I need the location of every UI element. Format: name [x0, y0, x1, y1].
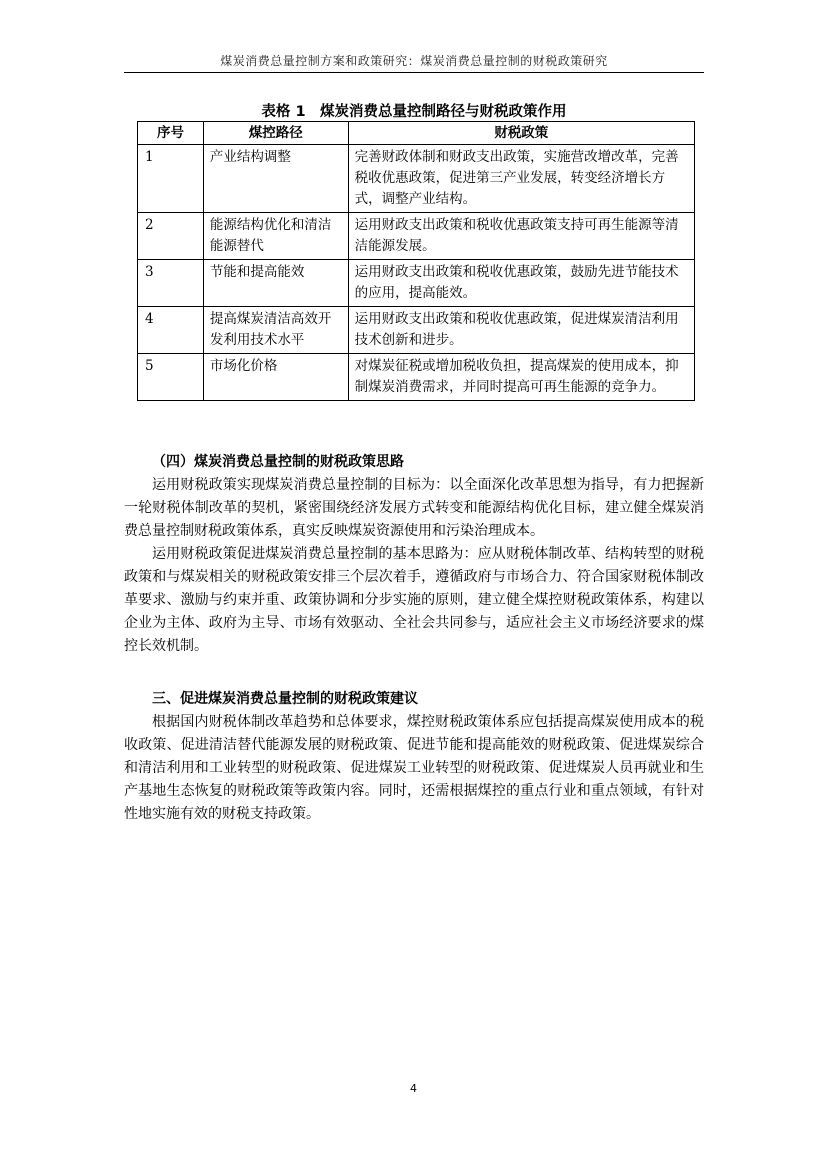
table-header-row: [138, 122, 695, 145]
row-index: 4: [138, 307, 204, 354]
row-policy: 对煤炭征税或增加税收负担，提高煤炭的使用成本，抑制煤炭消费需求，并同时提高可再生能源的竞争力。: [348, 354, 694, 401]
row-path: 提高煤炭清洁高效开发利用技术水平: [203, 307, 348, 354]
page-number: 4: [410, 1082, 417, 1095]
row-path: 产业结构调整: [203, 145, 348, 213]
policy-table: [137, 121, 695, 401]
section-4-title: （四）煤炭消费总量控制的财税政策思路: [152, 454, 404, 470]
row-index: 3: [138, 260, 204, 307]
row-index: 2: [138, 213, 204, 260]
header-rule: [124, 72, 704, 73]
row-policy: 运用财政支出政策和税收优惠政策，促进煤炭清洁利用技术创新和进步。: [348, 307, 694, 354]
table-row: [138, 213, 695, 260]
section-3-block: [124, 688, 704, 826]
section-4-paragraph-2: 运用财税政策促进煤炭消费总量控制的基本思路为：应从财税体制改革、结构转型的财税政策和与煤炭相关的财税政策安排三个层次着手，遵循政府与市场合力、符合国家财税体制改革要求、激励与约束并重、政策协调和分步实施的原则，建立健全煤控财税政策体系，构建以企业为主体、政府为主导、市场有效驱动、全社会共同参与，适应社会主义市场经济要求的煤控长效机制。: [124, 546, 704, 654]
running-header: 煤炭消费总量控制方案和政策研究：煤炭消费总量控制的财税政策研究: [220, 54, 608, 68]
row-path: 市场化价格: [203, 354, 348, 401]
row-path: 能源结构优化和清洁能源替代: [203, 213, 348, 260]
row-index: 1: [138, 145, 204, 213]
section-3-paragraph-1: 根据国内财税体制改革趋势和总体要求，煤控财税政策体系应包括提高煤炭使用成本的税收政策、促进清洁替代能源发展的财税政策、促进节能和提高能效的财税政策、促进煤炭综合和清洁利用和工业转型的财税政策、促进煤炭工业转型的财税政策、促进煤炭人员再就业和生产基地生态恢复的财税政策等政策内容。同时，还需根据煤控的重点行业和重点领域，有针对性地实施有效的财税支持政策。: [124, 714, 704, 822]
row-index: 5: [138, 354, 204, 401]
table-row: [138, 354, 695, 401]
section-4-paragraph-1: 运用财税政策实现煤炭消费总量控制的目标为：以全面深化改革思想为指导，有力把握新一轮财税体制改革的契机，紧密围绕经济发展方式转变和能源结构优化目标，建立健全煤炭消费总量控制财税政策体系，真实反映煤炭资源使用和污染治理成本。: [124, 477, 704, 539]
col-header-index: 序号: [138, 122, 204, 145]
section-4-block: [124, 451, 704, 658]
col-header-path: 煤控路径: [203, 122, 348, 145]
row-policy: 完善财政体制和财政支出政策，实施营改增改革，完善税收优惠政策，促进第三产业发展，转变经济增长方式，调整产业结构。: [348, 145, 694, 213]
row-path: 节能和提高能效: [203, 260, 348, 307]
table-row: [138, 260, 695, 307]
table-caption: 表格 1 煤炭消费总量控制路径与财税政策作用: [261, 104, 567, 120]
table-row: [138, 307, 695, 354]
row-policy: 运用财政支出政策和税收优惠政策，鼓励先进节能技术的应用，提高能效。: [348, 260, 694, 307]
col-header-policy: 财税政策: [348, 122, 694, 145]
section-3-title: 三、促进煤炭消费总量控制的财税政策建议: [152, 691, 418, 707]
row-policy: 运用财政支出政策和税收优惠政策支持可再生能源等清洁能源发展。: [348, 213, 694, 260]
table-row: [138, 145, 695, 213]
